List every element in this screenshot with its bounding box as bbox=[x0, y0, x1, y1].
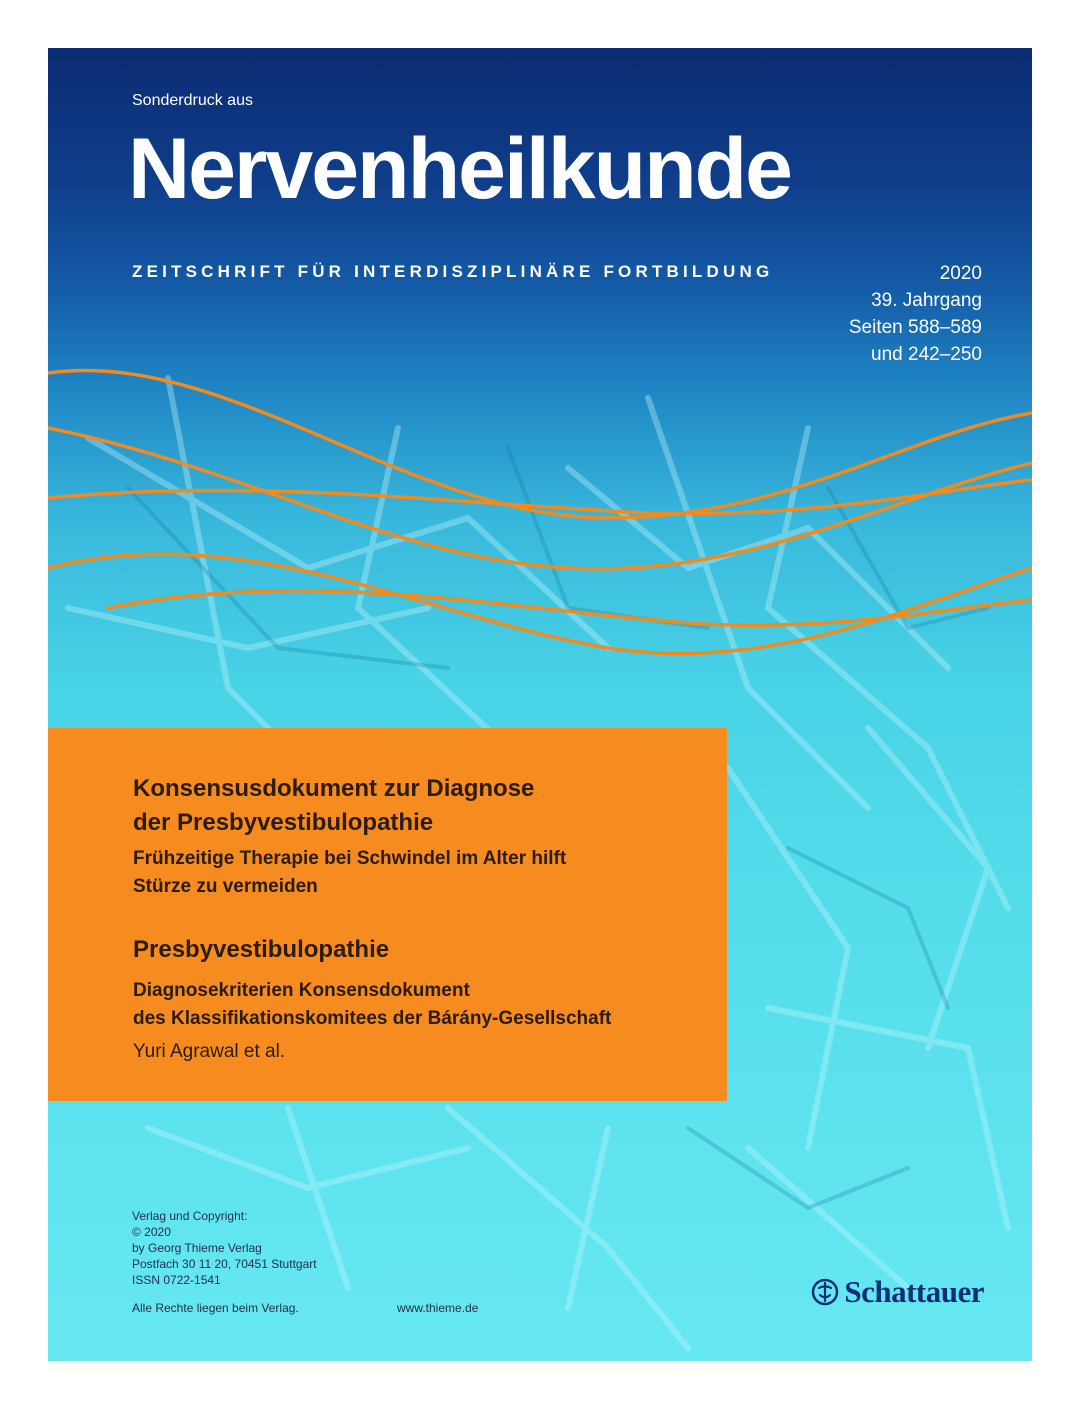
copyright-block bbox=[132, 1208, 317, 1288]
schattauer-emblem-icon bbox=[810, 1277, 840, 1307]
issue-volume: 39. Jahrgang bbox=[871, 290, 982, 311]
issue-info bbox=[849, 260, 982, 368]
publisher-logo-text: Schattauer bbox=[844, 1274, 984, 1309]
article1-title-line1: Konsensusdokument zur Diagnose bbox=[133, 775, 535, 802]
publisher-logo bbox=[810, 1274, 984, 1310]
article1-title-line2: der Presbyvestibulopathie bbox=[133, 809, 434, 836]
publisher-address: Postfach 30 11 20, 70451 Stuttgart bbox=[132, 1257, 317, 1271]
journal-subtitle: ZEITSCHRIFT FÜR INTERDISZIPLINÄRE FORTBILDUNG bbox=[132, 262, 774, 281]
issue-pages-extra: und 242–250 bbox=[871, 344, 982, 365]
article2-title: Presbyvestibulopathie bbox=[133, 936, 390, 963]
reprint-label: Sonderdruck aus bbox=[132, 92, 253, 109]
article1-subtitle-line2: Stürze zu vermeiden bbox=[133, 876, 318, 897]
rights-notice: Alle Rechte liegen beim Verlag. bbox=[132, 1301, 299, 1315]
publisher-name: by Georg Thieme Verlag bbox=[132, 1241, 262, 1255]
article1-subtitle-line1: Frühzeitige Therapie bei Schwindel im Alter hilft bbox=[133, 848, 567, 869]
article2-subtitle-line2: des Klassifikationskomitees der Bárány-Gesellschaft bbox=[133, 1008, 612, 1029]
journal-cover bbox=[48, 48, 1032, 1361]
issue-pages: Seiten 588–589 bbox=[848, 317, 982, 338]
article2-subtitle-line1: Diagnosekriterien Konsensdokument bbox=[133, 980, 470, 1001]
issn: ISSN 0722-1541 bbox=[132, 1273, 221, 1287]
article2-authors: Yuri Agrawal et al. bbox=[133, 1041, 286, 1062]
background-texture bbox=[48, 48, 1032, 1361]
issue-year: 2020 bbox=[939, 263, 982, 284]
copyright-year: © 2020 bbox=[132, 1225, 171, 1239]
website-link[interactable]: www.thieme.de bbox=[397, 1301, 479, 1315]
article-box bbox=[48, 728, 727, 1101]
copyright-label: Verlag und Copyright: bbox=[132, 1209, 248, 1223]
journal-title: Nervenheilkunde bbox=[128, 121, 791, 217]
